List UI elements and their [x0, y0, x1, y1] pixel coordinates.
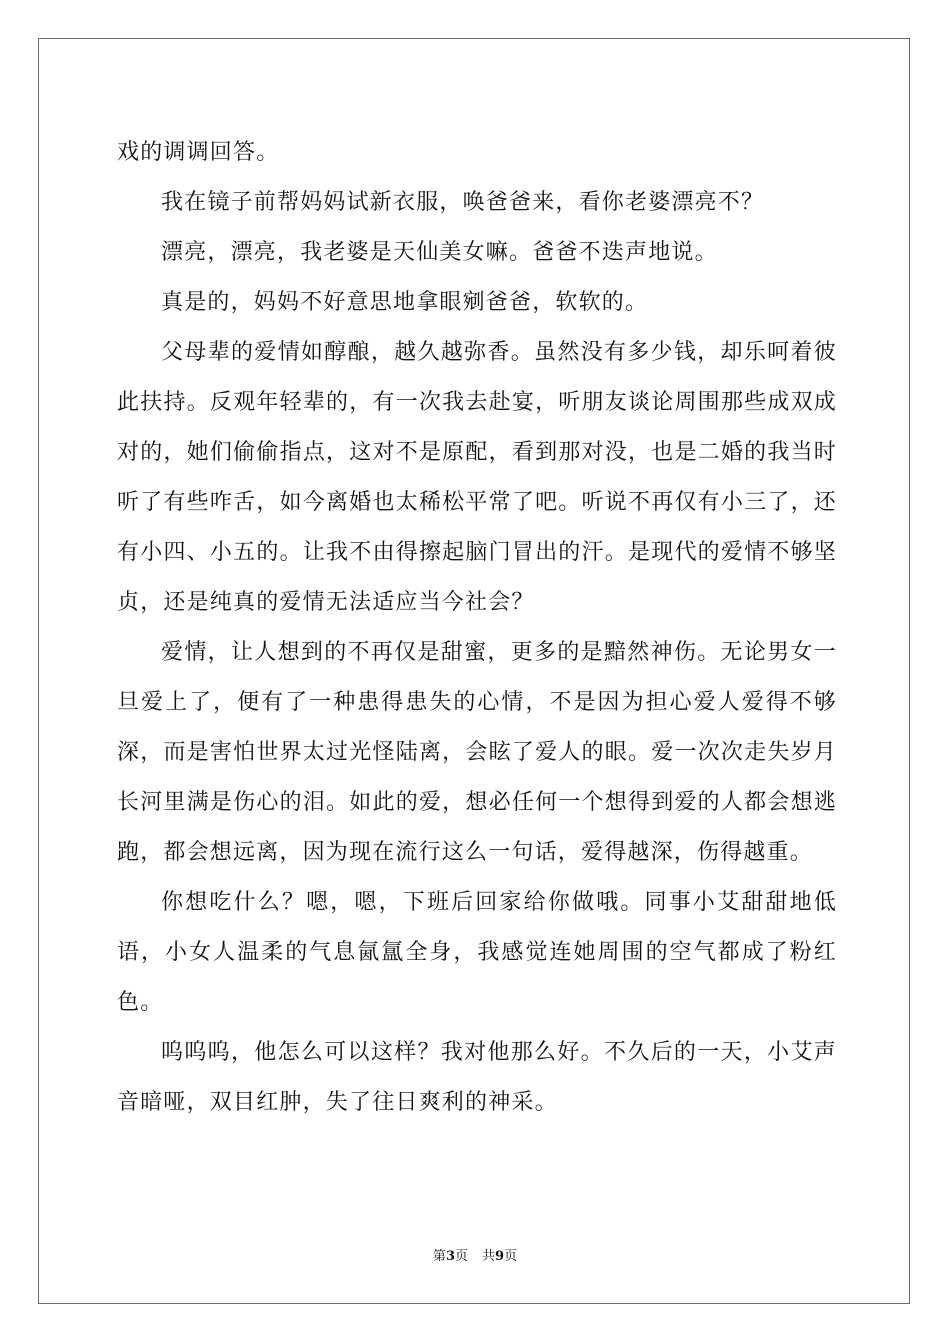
total-prefix: 共	[482, 1249, 496, 1264]
total-pages: 9	[495, 1249, 505, 1264]
paragraph-8: 呜呜呜，他怎么可以这样？我对他那么好。不久后的一天，小艾声音暗哑，双目红肿，失了往日爽利的神采。	[117, 1040, 837, 1115]
paragraph-7: 你想吃什么？嗯，嗯，下班后回家给你做哦。同事小艾甜甜地低语，小女人温柔的气息氤氲全身，我感觉连她周围的空气都成了粉红色。	[117, 890, 837, 1015]
total-suffix: 页	[504, 1249, 518, 1264]
document-body	[117, 128, 837, 1128]
page-number: 3	[445, 1249, 455, 1264]
page-prefix: 第	[432, 1249, 446, 1264]
page-footer	[0, 1248, 950, 1266]
paragraph-6: 爱情，让人想到的不再仅是甜蜜，更多的是黯然神伤。无论男女一旦爱上了，便有了一种患得患失的心情，不是因为担心爱人爱得不够深，而是害怕世界太过光怪陆离，会眩了爱人的眼。爱一次次走失岁月长河里满是伤心的泪。如此的爱，想必任何一个想得到爱的人都会想逃跑，都会想远离，因为现在流行这么一句话，爱得越深，伤得越重。	[117, 640, 837, 865]
paragraph-2: 我在镜子前帮妈妈试新衣服，唤爸爸来，看你老婆漂亮不？	[161, 190, 765, 215]
paragraph-3: 漂亮，漂亮，我老婆是天仙美女嘛。爸爸不迭声地说。	[161, 240, 718, 265]
paragraph-4: 真是的，妈妈不好意思地拿眼剜爸爸，软软的。	[161, 290, 649, 315]
paragraph-1: 戏的调调回答。	[117, 140, 280, 165]
paragraph-5: 父母辈的爱情如醇酿，越久越弥香。虽然没有多少钱，却乐呵着彼此扶持。反观年轻辈的，有一次我去赴宴，听朋友谈论周围那些成双成对的，她们偷偷指点，这对不是原配，看到那对没，也是二婚的我当时听了有些咋舌，如今离婚也太稀松平常了吧。听说不再仅有小三了，还有小四、小五的。让我不由得擦起脑门冒出的汗。是现代的爱情不够坚贞，还是纯真的爱情无法适应当今社会？	[117, 340, 837, 615]
page-suffix: 页	[454, 1249, 468, 1264]
